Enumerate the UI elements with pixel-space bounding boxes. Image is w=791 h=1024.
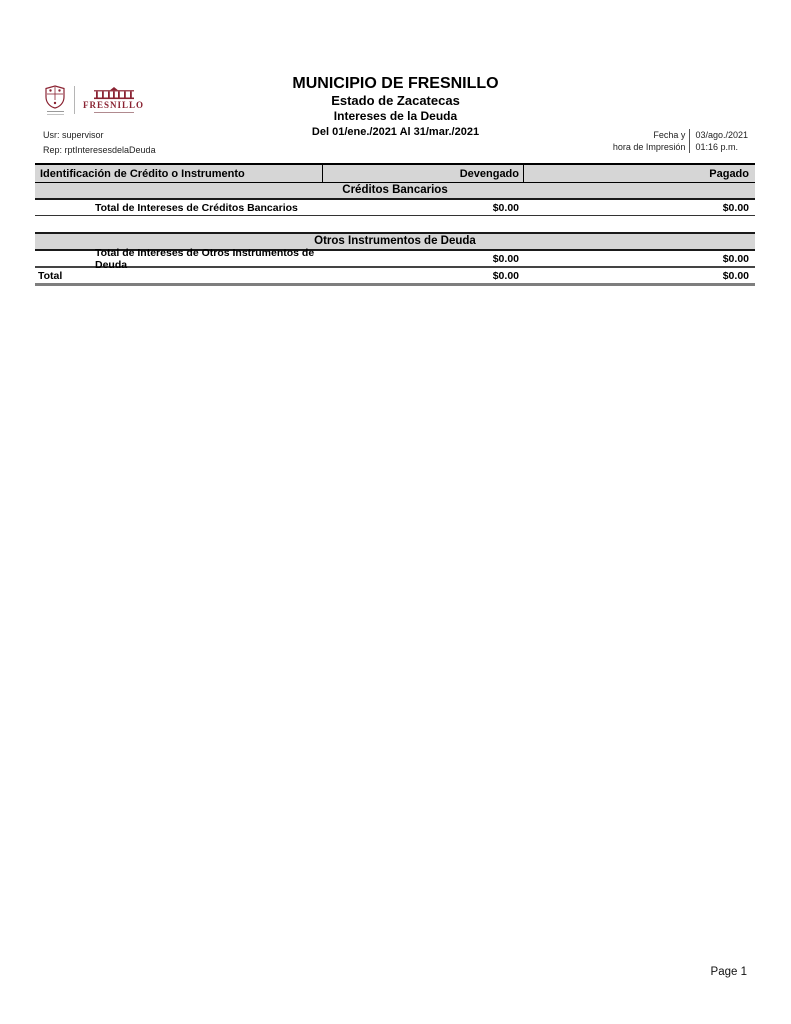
section-gap — [35, 216, 755, 232]
print-datetime-values — [690, 129, 748, 153]
logo-org-name: FRESNILLO — [83, 100, 145, 110]
print-datetime-block — [613, 129, 748, 153]
total-pagado-value: $0.00 — [722, 269, 749, 282]
row-pagado-value: $0.00 — [722, 252, 749, 265]
report-id-label: Rep: rptInteresesdelaDeuda — [43, 145, 156, 155]
report-subtitle: Intereses de la Deuda — [333, 109, 458, 123]
page-number: Page 1 — [710, 966, 747, 978]
report-meta-left — [43, 128, 156, 158]
print-label-line1: Fecha y — [653, 130, 686, 140]
column-header-identification: Identificación de Crédito o Instrumento — [40, 167, 245, 180]
interest-report-table — [35, 163, 755, 286]
state-subtitle: Estado de Zacatecas — [331, 93, 460, 108]
row-devengado-value: $0.00 — [492, 252, 519, 265]
table-row — [35, 246, 755, 271]
print-datetime-labels — [613, 129, 691, 153]
column-header-pagado: Pagado — [523, 165, 755, 182]
print-time: 01:16 p.m. — [695, 142, 738, 152]
total-devengado-value: $0.00 — [492, 269, 519, 282]
row-pagado-value: $0.00 — [722, 201, 749, 214]
user-label: Usr: supervisor — [43, 130, 104, 140]
print-date: 03/ago./2021 — [695, 130, 748, 140]
row-devengado-value: $0.00 — [492, 201, 519, 214]
section-header-otros-instrumentos: Otros Instrumentos de Deuda — [35, 232, 755, 251]
table-header-row — [35, 163, 755, 183]
row-label: Total de Intereses de Créditos Bancarios — [95, 201, 298, 214]
section-header-creditos-bancarios: Créditos Bancarios — [35, 183, 755, 200]
table-total-row — [35, 268, 755, 286]
report-period: Del 01/ene./2021 Al 31/mar./2021 — [311, 126, 480, 138]
row-label: Total de Intereses de Otros Instrumentos de Deuda — [95, 246, 315, 271]
table-row — [35, 200, 755, 216]
page-title: MUNICIPIO DE FRESNILLO — [292, 75, 499, 92]
total-label: Total — [38, 269, 63, 282]
column-header-devengado: Devengado — [322, 165, 523, 182]
print-label-line2: hora de Impresión — [612, 142, 686, 152]
